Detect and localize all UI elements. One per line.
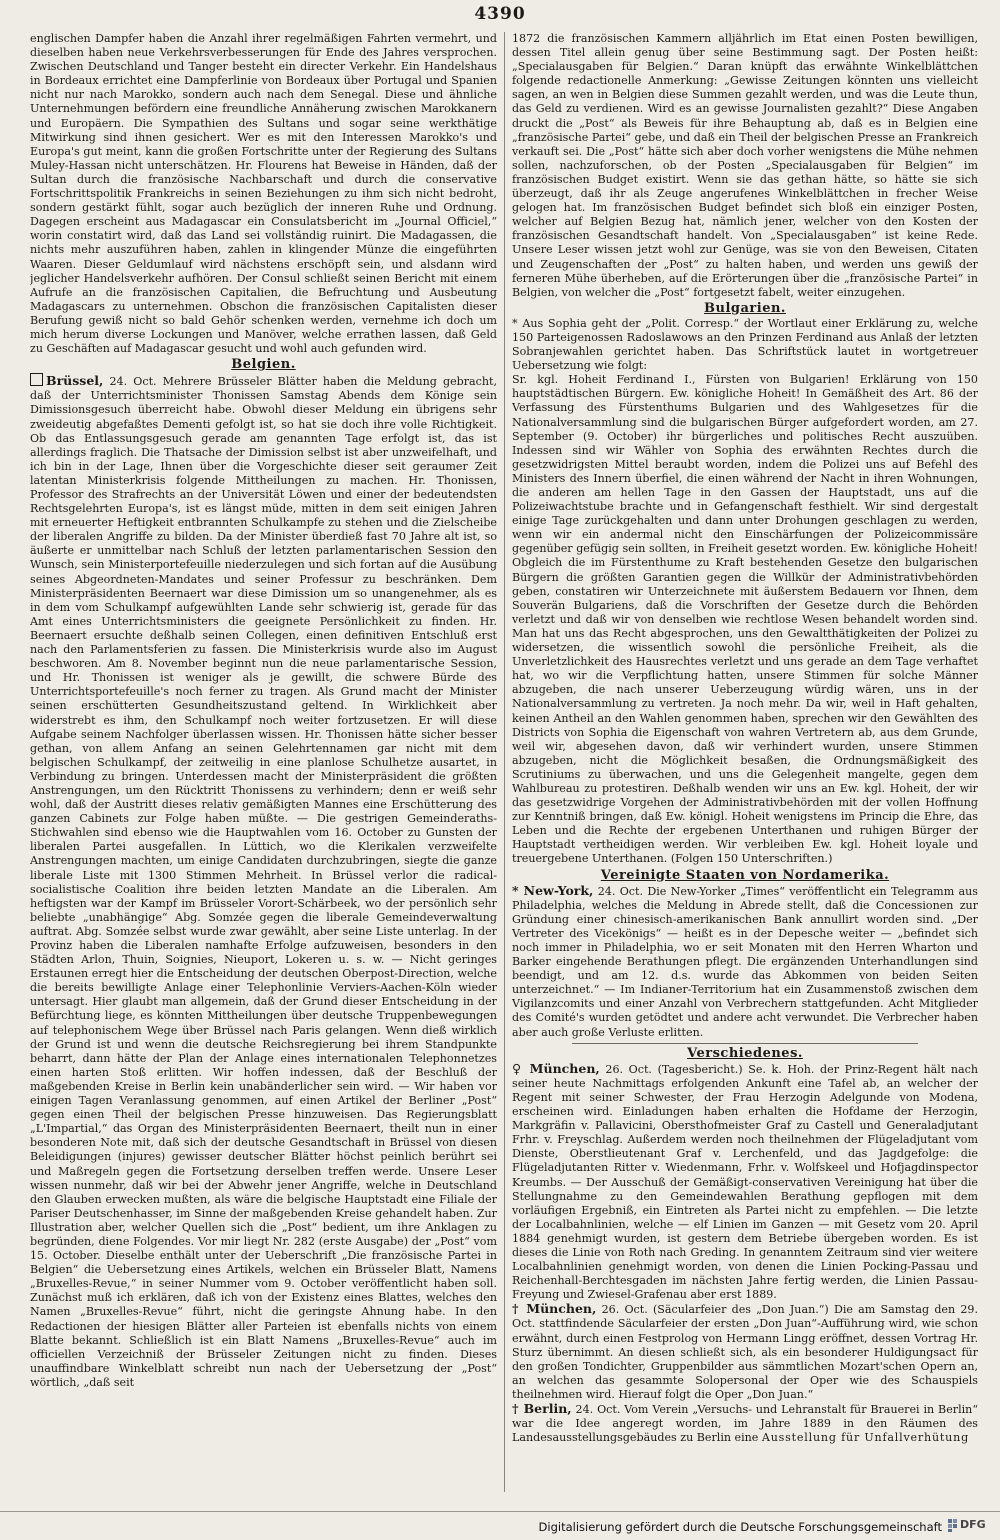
funding-credit: Digitalisierung gefördert durch die Deutsche Forschungsgemeinschaft — [538, 1520, 942, 1534]
section-heading-bulgarien: Bulgarien. — [704, 300, 786, 316]
square-marker-icon — [30, 373, 43, 386]
article-berlin-text: 24. Oct. Vom Verein „Versuchs- und Lehranstalt für Brauerei in Berlin“ war die Idee angeregt worden, im Jahre 1889 in den Räumen des Landesausstellungsgebäudes zu Berlin eine — [512, 1403, 978, 1445]
article-berlin-spaced: Ausstellung für Unfallverhütung — [761, 1431, 969, 1445]
article-paragraph: englischen Dampfer haben die Anzahl ihrer regelmäßigen Fahrten vermehrt, und dieselben haben neue Verkehrsverbesserungen für Ende des Jahres versprochen. Zwischen Deutschland und Tanger besteht ein directer Verkehr. Ein Handelshaus in Bordeaux errichtet eine Dampferlinie von Bordeaux über Portugal und Spanien nicht nur nach Marokko, sondern auch nach dem Senegal. Diese und ähnliche Unternehmungen befördern eine freundliche Annäherung zwischen Marokkanern und Europäern. Die Sympathien des Sultans und sogar seine werkthätige Mitwirkung sind ihnen gesichert. Wer es mit den Interessen Marokko's und Europa's gut meint, kann die großen Fortschritte unter der Regierung des Sultans Muley-Hassan nicht unterschätzen. Hr. Flourens hat Beweise in Händen, daß der Sultan durch die französische Nachbarschaft und durch die conservative Fortschrittspolitik Frankreichs in seinen Beziehungen zu ihm sich nicht bedroht, sondern gestärkt fühlt, sogar auch bezüglich der inneren Ruhe und Ordnung. Dagegen erscheint aus Madagascar ein Consulatsbericht im „Journal Officiel,“ worin constatirt wird, daß das Land sei vollständig ruinirt. Die Madagassen, die nichts mehr auszuführen haben, zahlen in klingender Münze die eingeführten Waaren. Dieser Geldumlauf wird nächstens erschöpft sein, und alsdann wird jeglicher Handelsverkehr aufhören. Der Consul schließt seinen Bericht mit einem Aufrufe an die französischen Capitalien, die Befruchtung und Ausbeutung Madagascars zu unternehmen. Obschon die französischen Capitalisten dieser Berufung gewiß nicht so bald Gehör schenken werden, vernehme ich doch um mich herum diverse Lockungen und Manöver, welche errathen lassen, daß Geld zu Geschäften auf Madagascar gesucht und wohl auch gefunden wird. — [30, 32, 497, 356]
page-number: 4390 — [474, 4, 526, 24]
dateline-muenchen-1: ♀ München, — [512, 1060, 600, 1076]
article-newyork — [512, 884, 978, 1040]
article-bulgarien-intro: * Aus Sophia geht der „Polit. Corresp.“ der Wortlaut einer Erklärung zu, welche 150 Parteigenossen Radoslawows an den Prinzen Ferdinand aus Anlaß der letzten Sobranjewahlen gerichtet haben. Das Schriftstück lautet in wortgetreuer Uebersetzung wie folgt: — [512, 316, 978, 373]
dfg-mark-icon — [948, 1518, 960, 1533]
dateline-berlin: † Berlin, — [512, 1401, 572, 1416]
left-column — [30, 32, 497, 1492]
article-muenchen-1 — [512, 1062, 978, 1303]
footer-bar — [0, 1511, 1000, 1540]
dfg-logo-text: DFG — [960, 1518, 986, 1531]
section-rule — [572, 1043, 918, 1044]
article-muenchen-2-text: 26. Oct. (Säcularfeier des „Don Juan.“) Die am Samstag den 29. Oct. stattfindende Säcularfeier der ersten „Don Juan“-Aufführung wird, wie schon erwähnt, durch einen Festprolog von Hermann Lingg eröffnet, dessen Vortrag Hr. Sturz übernimmt. An diesen schließt sich, als ein besonderer Huldigungsact für den großen Tondichter, Gruppenbilder aus sämmtlichen Mozart'schen Opern an, an welchen das gesammte Solopersonal der Oper wie des Schauspiels theilnehmen wird. Hierauf folgt die Oper „Don Juan.“ — [512, 1303, 978, 1401]
article-bulgarien-letter: Sr. kgl. Hoheit Ferdinand I., Fürsten von Bulgarien! Erklärung von 150 hauptstädtischen Bürgern. Ew. königliche Hoheit! In Gemäßheit des Art. 86 der Verfassung des Fürstenthums Bulgarien und des Wahlgesetzes für die Nationalversammlung sind die bulgarischen Bürger aufgefordert worden, am 27. September (9. October) ihr bürgerliches und politisches Recht auszuüben. Indessen sind wir Wähler von Sophia des erwähnten Rechtes durch die gesetzwidrigsten Mittel beraubt worden, indem die Polizei uns auf Befehl des Ministers des Innern überfiel, die einen während der Nacht in ihren Wohnungen, die anderen am hellen Tage in den Gassen der Hauptstadt, uns auf die Polizeiwachtstube brachte und in Gefangenschaft festhielt. Wir sind dergestalt einige Tage zurückgehalten und dann unter Drohungen geschlagen zu werden, wenn wir ein andermal nicht den Einschärfungen der Polizeicommissäre gegenüber gefügig sein sollten, in Freiheit gesetzt worden. Ew. königliche Hoheit! Obgleich die im Fürstenthume zu Kraft bestehenden Gesetze den bulgarischen Bürgern die größten Garantien gegen die Willkür der Administrativbehörden geben, constatiren wir Unterzeichnete mit äußerstem Bedauern vor Ihnen, dem Souverän Bulgariens, daß die Vorschriften der Gesetze durch die Behörden verletzt und daß wir von denselben wie rechtlose Wesen behandelt worden sind. Man hat uns das Recht abgesprochen, uns den Gewaltthätigkeiten der Polizei zu widersetzen, die wissentlich sowohl die persönliche Freiheit, als die Unverletzlichkeit des Hausrechtes verletzt und uns gerade an dem Tage verhaftet hat, wo wir die Verpflichtung hatten, unsere Stimmen für solche Männer abzugeben, die nach unserer Ueberzeugung würdig wären, uns in der Nationalversammlung zu vertreten. Ja noch mehr. Da wir, weil in Haft gehalten, keinen Antheil an den Wahlen genommen haben, sprechen wir den Gewählten des Districts von Sophia die Eigenschaft von wahren Vertretern ab, aus dem Grunde, weil wir, abgesehen davon, daß wir verhindert wurden, unsere Stimmen abzugeben, nicht die Möglichkeit besaßen, die Ordnungsmäßigkeit des Scrutiniums zu überwachen, und uns die Gelegenheit mangelte, gegen dem Wahlbureau zu protestiren. Deßhalb wenden wir uns an Ew. kgl. Hoheit, der wir das gesetzwidrige Vorgehen der Administrativbehörden mit der vollen Hoffnung zur Kenntniß bringen, daß Ew. königl. Hoheit wenigstens im Princip die Ehre, das Leben und die Rechte der ergebenen Unterthanen und ruhigen Bürger der Hauptstadt vertheidigen werden. Wir verbleiben Ew. kgl. Hoheit loyale und treuergebene Unterthanen. (Folgen 150 Unterschriften.) — [512, 373, 978, 866]
article-muenchen-1-text: 26. Oct. (Tagesbericht.) Se. k. Hoh. der Prinz-Regent hält nach seiner heute Nachmittags erfolgenden Ankunft eine Tafel ab, an welcher der Regent mit seiner Schwester, der Frau Herzogin Adelgunde von Modena, erscheinen wird. Einladungen haben erhalten die Hofdame der Herzogin, Markgräfin v. Pallavicini, Obersthofmeister Graf zu Castell und Generaladjutant Frhr. v. Freyschlag. Außerdem werden noch theilnehmen der Flügeladjutant vom Dienste, Oberstlieutenant Graf v. Lerchenfeld, und das Jagdgefolge: die Flügeladjutanten Ritter v. Wiedenmann, Frhr. v. Wolfskeel und Hofjagdinspector Kreumbs. — Der Ausschuß der Gemäßigt-conservativen Vereinigung hat über die Stellungnahme zu den Gemeindewahlen Berathung gepflogen mit dem vorläufigen Ergebniß, ein Eintreten als Partei nicht zu empfehlen. — Die letzte der Localbahnlinien, welche — elf Linien im Ganzen — mit Gesetz vom 20. April 1884 genehmigt wurden, ist gestern dem Betriebe übergeben worden. Es ist dieses die Linie von Roth nach Greding. In genanntem Zeitraum sind vier weitere Localbahnlinien genehmigt worden, von denen die Linien Pocking-Passau und Reichenhall-Berchtesgaden im nächsten Jahre fertig werden, die Linien Passau-Freyung und Zwiesel-Grafenau aber erst 1889. — [512, 1062, 978, 1302]
dfg-logo-icon — [948, 1518, 988, 1533]
dateline-muenchen-2: † München, — [512, 1301, 597, 1317]
section-heading-usa: Vereinigte Staaten von Nordamerika. — [600, 867, 890, 883]
article-berlin — [512, 1402, 978, 1445]
section-heading-verschiedenes: Verschiedenes. — [687, 1045, 803, 1061]
article-newyork-text: 24. Oct. Die New-Yorker „Times“ veröffentlicht ein Telegramm aus Philadelphia, welches die Meldung in Abrede stellt, daß die Concessionen zur Gründung einer chinesisch-amerikanischen Bank annullirt worden sind. „Der Vertreter des Vicekönigs“ — heißt es in der Depesche weiter — „befindet sich noch immer in Philadelphia, wo er seit Monaten mit den Herren Wharton und Barker eingehende Berathungen pflegt. Die ergänzenden Unterhandlungen sind beendigt, und am 12. d.s. wurde das Abkommen von beiden Seiten unterzeichnet.“ — Im Indianer-Territorium hat ein Zusammenstoß zwischen dem Vigilanzcomits und einer Anzahl von Verbrechern stattgefunden. Acht Mitglieder des Comité's wurden getödtet und andere acht verwundet. Die Verbrecher haben aber auch große Verluste erlitten. — [512, 884, 978, 1039]
article-bruessel — [30, 373, 497, 1390]
column-divider — [504, 32, 505, 1492]
section-heading-belgien: Belgien. — [231, 357, 296, 373]
article-bruessel-text: 24. Oct. Mehrere Brüsseler Blätter haben die Meldung gebracht, daß der Unterrichtsminister Thonissen Samstag Abends dem Könige sein Dimissionsgesuch überreicht habe. Obwohl dieser Meldung ein übrigens sehr zweideutig abgefaßtes Dementi gefolgt ist, so hat sie doch ihre volle Richtigkeit. Ob das Entlassungsgesuch gerade am genannten Tage erfolgt ist, das ist allerdings fraglich. Die Thatsache der Dimission selbst ist aber unzweifelhaft, und ich bin in der Lage, Ihnen über die Vorgeschichte dieser seit geraumer Zeit latentan Ministerkrisis folgende Mittheilungen zu machen. Hr. Thonissen, Professor des Strafrechts an der Universität Löwen und einer der bedeutendsten Rechtsgelehrten Europa's, ist es längst müde, mitten in dem seit einigen Jahren mit erneuerter Heftigkeit entbrannten Schulkampfe zu stehen und die Zielscheibe der liberalen Angriffe zu bilden. Da der Minister überdieß fast 70 Jahre alt ist, so äußerte er unmittelbar nach Schluß der letzten parlamentarischen Session den Wunsch, sein Ministerportefeuille niederzulegen und sich fortan auf die Ausübung seines Abgeordneten-Mandates und seiner Professur zu beschränken. Dem Ministerpräsidenten Beernaert war diese Dimission um so unangenehmer, als es in dem vom Schulkampf aufgewühlten Lande sehr schwierig ist, gerade für das Amt eines Unterrichtsministers die geeignete Persönlichkeit zu finden. Hr. Beernaert ersuchte deßhalb seinen Collegen, einen definitiven Entschluß erst nach den Parlamentsferien zu fassen. Die Ministerkrisis wurde also im August beschworen. Am 8. November beginnt nun die neue parlamentarische Session, und Hr. Thonissen ist weniger als je gewillt, die schwere Bürde des Unterrichtsportefeuille's noch ferner zu tragen. Als Grund macht der Minister seinen erschütterten Gesundheitszustand geltend. In Wirklichkeit aber widerstrebt es ihm, den Schulkampf noch weiter fortzusetzen. Er will diese Aufgabe seinem Nachfolger überlassen wissen. Hr. Thonissen hätte sicher besser gethan, von allem Anfang an seinen Gelehrtennamen gar nicht mit dem belgischen Schulkampf, der zeitweilig in eine planlose Schulhetze ausartet, in Verbindung zu bringen. Unterdessen macht der Ministerpräsident die größten Anstrengungen, um den Rücktritt Thonissens zu verhindern; denn er weiß sehr wohl, daß der Austritt dieses relativ gemäßigten Mannes eine Erschütterung des ganzen Cabinets zur Folge haben müßte. — Die gestrigen Gemeinderaths-Stichwahlen sind ebenso wie die Hauptwahlen vom 16. October zu Gunsten der liberalen Partei ausgefallen. In Lüttich, wo die Klerikalen verzweifelte Anstrengungen machten, um einige Candidaten durchzubringen, siegte die ganze liberale Liste mit 1300 Stimmen Mehrheit. In Brüssel verlor die radical-socialistische Coalition ihre beiden letzten Mandate an die Liberalen. Am heftigsten war der Kampf im Brüsseler Vorort-Schärbeek, wo der persönlich sehr beliebte „unabhängige“ Abg. Somzée gegen die liberale Gemeindeverwaltung auftrat. Abg. Somzée selbst wurde zwar gewählt, aber seine Liste unterlag. In der Provinz haben die Liberalen namhafte Erfolge aufzuweisen, besonders in den Städten Arlon, Thuin, Soignies, Nieuport, Lokeren u. s. w. — Nicht geringes Erstaunen erregt hier die Entscheidung der deutschen Oberpost-Direction, welche die bereits bewilligte Anlage einer Telephonlinie Verviers-Aachen-Köln wieder untersagt. Hier glaubt man allgemein, daß der Grund dieser Entscheidung in der Befürchtung liege, es könnten Mittheilungen über deutsche Truppenbewegungen auf telephonischem Wege über Brüssel nach Paris gelangen. Wenn dieß wirklich der Grund ist und wenn die deutsche Reichsregierung bei ihrem Standpunkte beharrt, dann hätte der Plan der Anlage eines internationalen Telephonnetzes einen harten Stoß erlitten. Wir hoffen indessen, daß der Beschluß der maßgebenden Kreise in Berlin kein unabänderlicher sein wird. — Wir haben vor einigen Tagen Veranlassung genommen, auf einen Artikel der Berliner „Post“ gegen einen Theil der belgischen Presse hinzuweisen. Das Regierungsblatt „L'Impartial,“ das Organ des Ministerpräsidenten Beernaert, theilt nun in einer besonderen Note mit, daß sich der deutsche Gesandtschaft in Brüssel von diesen Beleidigungen (injures) gewisser deutscher Blätter höchst peinlich berührt sei und Maßregeln gegen die Fortsetzung derselben treffen werde. Unsere Leser wissen nunmehr, daß wir bei der Abwehr jener Angriffe, welche in Deutschland den Glauben erwecken mußten, als wäre die belgische Hauptstadt eine Filiale der Pariser Deutschenhasser, im Sinne der maßgebenden Kreise gehandelt haben. Zur Illustration aber, welcher Quellen sich die „Post“ bedient, um ihre Anklagen zu begründen, diene Folgendes. Vor mir liegt Nr. 282 (erste Ausgabe) der „Post“ vom 15. October. Dieselbe enthält unter der Ueberschrift „Die französische Partei in Belgien“ die Uebersetzung eines Artikels, welchen ein Brüsseler Blatt, Namens „Bruxelles-Revue,“ in seiner Nummer vom 9. October veröffentlicht haben soll. Zunächst muß ich erklären, daß ich von der Existenz eines Blattes, welches den Namen „Bruxelles-Revue“ führt, nicht die geringste Ahnung habe. In den Redactionen der hiesigen Blätter aller Parteien ist ebenfalls nichts von einem Blatte bekannt. Schließlich ist ein Blatt Namens „Bruxelles-Revue“ auch im officiellen Verzeichniß der Brüsseler Zeitungen nicht zu finden. Dieses unauffindbare Winkelblatt schreibt nun nach der Uebersetzung der „Post“ wörtlich, „daß seit — [30, 375, 497, 1389]
right-column — [512, 32, 978, 1492]
dateline-bruessel: Brüssel, — [46, 373, 104, 389]
article-muenchen-2 — [512, 1302, 978, 1402]
dateline-newyork: * New-York, — [512, 882, 594, 898]
article-paragraph: 1872 die französischen Kammern alljährlich im Etat einen Posten bewilligen, dessen Titel allein genug über seine Bestimmung sagt. Der Posten heißt: „Specialausgaben für Belgien.“ Daran knüpft das erwähnte Winkelblättchen folgende redactionelle Anmerkung: „Gewisse Zeitungen könnten uns vielleicht sagen, an wen in Belgien diese Summen gezahlt werden, und was die Leute thun, das Geld zu verdienen. Wird es an gewisse Journalisten gezahlt?“ Diese Angaben druckt die „Post“ als Beweis für ihre Behauptung ab, daß es in Belgien eine „französische Partei“ gebe, und daß ein Theil der belgischen Presse an Frankreich verkauft sei. Die „Post“ hätte sich aber doch vorher wenigstens die Mühe nehmen sollen, nachzuforschen, ob der Posten „Specialausgaben für Belgien“ im französischen Budget existirt. Wenn sie das gethan hätte, so hätte sie sich überzeugt, daß ihr als Zeuge angerufenes Winkelblättchen in frecher Weise gelogen hat. Im französischen Budget befindet sich bloß ein einziger Posten, welcher auf Belgien Bezug hat, nämlich jener, welcher von den Kosten der französischen Gesandtschaft handelt. Von „Specialausgaben“ ist keine Rede. Unsere Leser wissen jetzt wohl zur Genüge, was sie von den Beweisen, Citaten und Zeugenschaften der „Post“ zu halten haben, und werden uns gewiß der ferneren Mühe überheben, auf die Erörterungen über die „französische Partei“ in Belgien, von welcher die „Post“ fortgesetzt fabelt, weiter einzugehen. — [512, 32, 978, 299]
